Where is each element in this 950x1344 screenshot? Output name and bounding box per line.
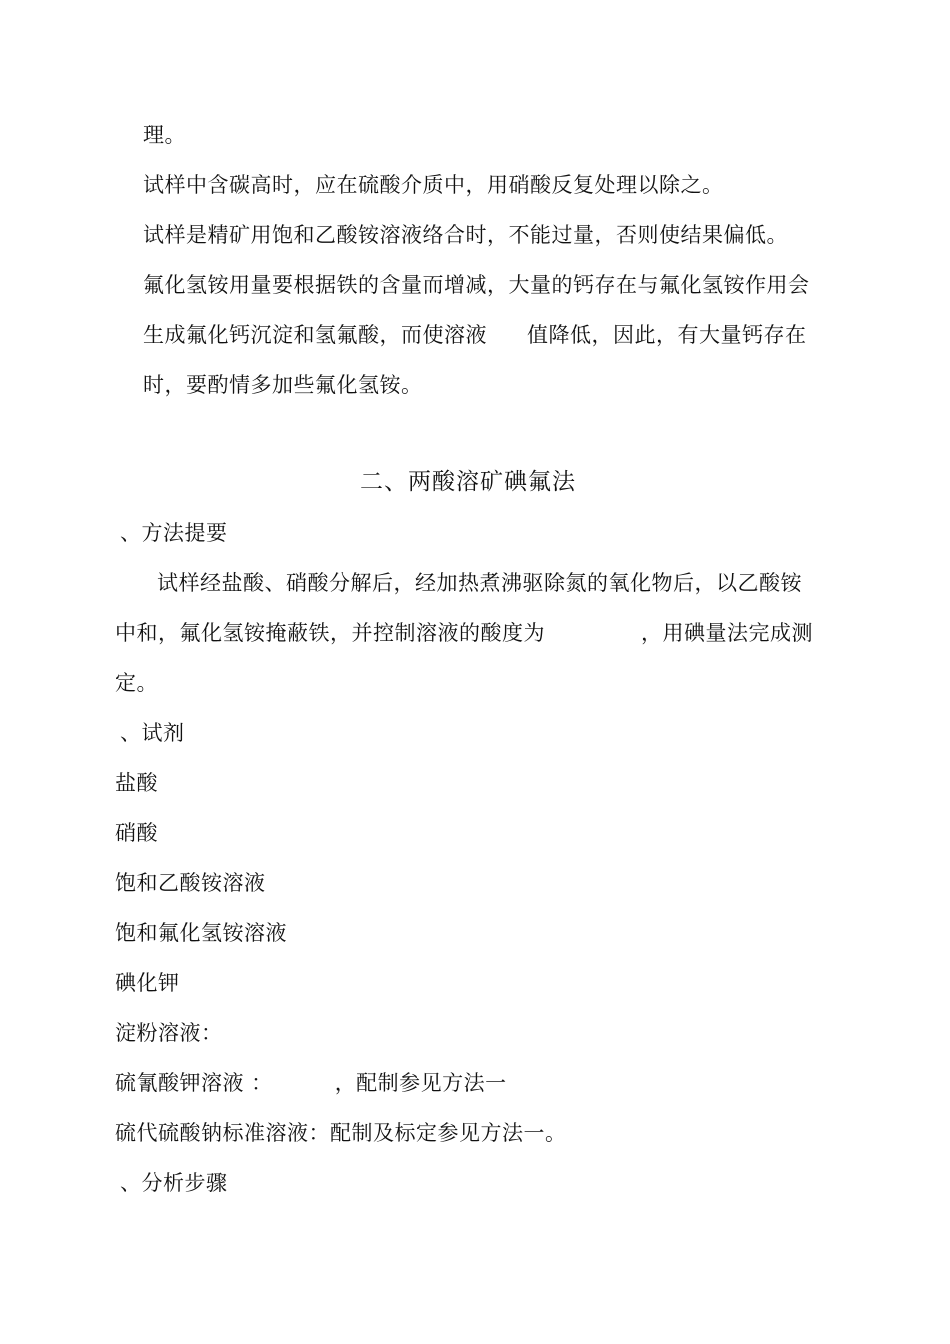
paragraph-line: 定。 xyxy=(115,671,158,695)
subsection-heading: 、分析步骤 xyxy=(120,1171,228,1195)
paragraph-line: 理。 xyxy=(143,123,186,147)
subsection-heading: 、试剂 xyxy=(120,721,185,745)
paragraph-line xyxy=(115,618,813,648)
reagent-item: 碘化钾 xyxy=(115,971,180,995)
reagent-item: 硝酸 xyxy=(115,821,158,845)
line-segment: 硫氰酸钾溶液 ： xyxy=(115,1071,273,1095)
line-segment: 生成氟化钙沉淀和氢氟酸，而使溶液 xyxy=(143,323,487,347)
reagent-item: 硫代硫酸钠标准溶液：配制及标定参见方法一。 xyxy=(115,1121,567,1145)
reagent-item: 饱和乙酸铵溶液 xyxy=(115,871,266,895)
paragraph-line: 试样是精矿用饱和乙酸铵溶液络合时，不能过量，否则使结果偏低。 xyxy=(143,223,788,247)
line-segment: 值降低，因此，有大量钙存在 xyxy=(527,323,807,347)
line-segment: ，配制参见方法一 xyxy=(334,1071,507,1095)
section-title: 二、两酸溶矿碘氟法 xyxy=(360,469,576,495)
paragraph-line: 试样经盐酸、硝酸分解后，经加热煮沸驱除氮的氧化物后，以乙酸铵 xyxy=(157,571,802,595)
reagent-item xyxy=(115,1068,507,1098)
reagent-item: 盐酸 xyxy=(115,771,158,795)
reagent-item: 饱和氟化氢铵溶液 xyxy=(115,921,287,945)
paragraph-line: 氟化氢铵用量要根据铁的含量而增减，大量的钙存在与氟化氢铵作用会 xyxy=(143,273,810,297)
subsection-heading: 、方法提要 xyxy=(120,521,228,545)
paragraph-line: 试样中含碳高时，应在硫酸介质中，用硝酸反复处理以除之。 xyxy=(143,173,724,197)
paragraph-line xyxy=(143,320,807,350)
line-segment: ，用碘量法完成测 xyxy=(641,621,813,645)
line-segment: 中和，氟化氢铵掩蔽铁，并控制溶液的酸度为 xyxy=(115,621,545,645)
reagent-item: 淀粉溶液： xyxy=(115,1021,223,1045)
paragraph-line: 时，要酌情多加些氟化氢铵。 xyxy=(143,373,423,397)
